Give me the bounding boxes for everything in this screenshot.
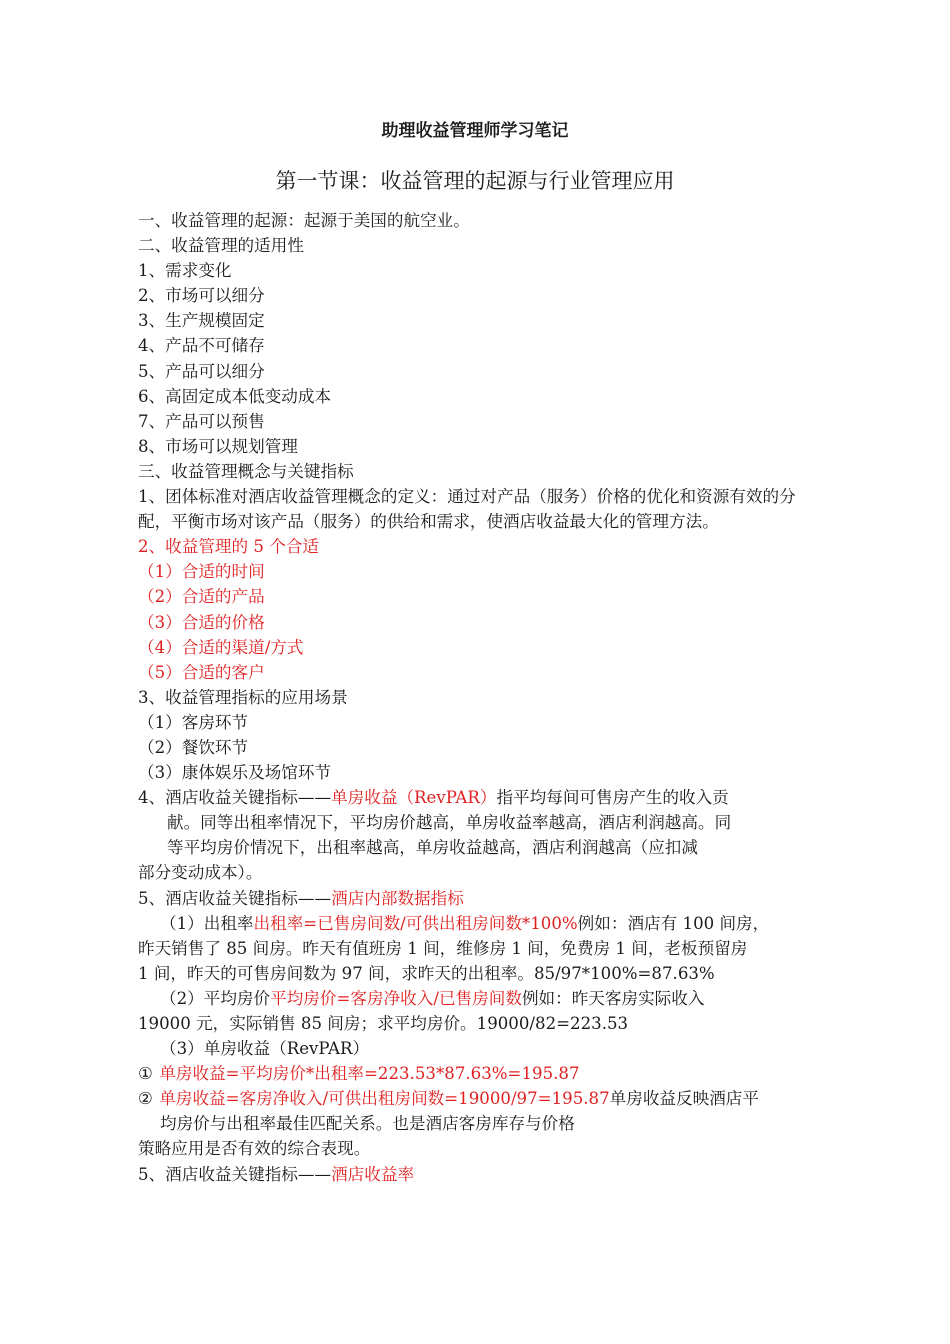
text-span: 例如：昨天客房实际收入 bbox=[521, 988, 705, 1008]
text-span: 5、酒店收益关键指标—— bbox=[138, 888, 332, 908]
text-span: 单房收益反映酒店平 bbox=[609, 1089, 759, 1109]
formula-span: 出租率=已售房间数/可供出租房间数*100% bbox=[253, 913, 578, 933]
text-line: 一、收益管理的起源：起源于美国的航空业。 bbox=[138, 211, 470, 230]
text-span: 例如：酒店有 100 间房， bbox=[577, 913, 770, 933]
text-line: 献。同等出租率情况下，平均房价越高，单房收益率越高，酒店利润越高。同 bbox=[167, 813, 732, 833]
list-item: （1）客房环节 bbox=[138, 712, 249, 732]
list-item: （1）合适的时间 bbox=[138, 562, 265, 582]
text-line: 均房价与出租率最佳匹配关系。也是酒店客房库存与价格 bbox=[160, 1114, 575, 1134]
text-line bbox=[138, 1086, 823, 1111]
text-line bbox=[138, 1061, 823, 1086]
text-line: 3、生产规模固定 bbox=[138, 311, 265, 331]
list-item: （3）合适的价格 bbox=[138, 612, 265, 632]
formula-span: 单房收益=客房净收入/可供出租房间数=19000/97=195.87 bbox=[159, 1089, 610, 1109]
text-line: 部分变动成本）。 bbox=[138, 863, 263, 883]
text-span: （1）出租率 bbox=[160, 913, 254, 933]
list-item: （2）合适的产品 bbox=[138, 587, 265, 607]
text-line-highlight: 2、收益管理的 5 个合适 bbox=[138, 537, 320, 557]
circled-number: ② bbox=[138, 1089, 153, 1109]
text-line: 2、市场可以细分 bbox=[138, 286, 265, 306]
text-line bbox=[138, 1162, 823, 1187]
formula-span: 单房收益=平均房价*出租率=223.53*87.63%=195.87 bbox=[159, 1064, 580, 1084]
definition-paragraph: 1、团体标准对酒店收益管理概念的定义：通过对产品（服务）价格的优化和资源有效的分配，平衡市场对该产品（服务）的供给和需求，使酒店收益最大化的管理方法。 bbox=[138, 487, 796, 532]
text-line bbox=[138, 886, 823, 911]
text-line: 三、收益管理概念与关键指标 bbox=[138, 461, 354, 481]
text-span: 5、酒店收益关键指标—— bbox=[138, 1164, 332, 1184]
document-title: 助理收益管理师学习笔记 bbox=[381, 121, 569, 141]
list-item: （3）康体娱乐及场馆环节 bbox=[138, 763, 332, 783]
list-item: （4）合适的渠道/方式 bbox=[138, 637, 304, 657]
text-line: 5、产品可以细分 bbox=[138, 361, 265, 381]
text-line bbox=[138, 785, 823, 810]
document-body bbox=[138, 208, 823, 1187]
list-item: （5）合适的客户 bbox=[138, 662, 265, 682]
text-line: 4、产品不可储存 bbox=[138, 336, 265, 356]
text-line: 二、收益管理的适用性 bbox=[138, 236, 304, 256]
highlight-span: 单房收益（RevPAR） bbox=[331, 788, 497, 808]
text-span: 4、酒店收益关键指标—— bbox=[138, 788, 332, 808]
list-item: （2）餐饮环节 bbox=[138, 737, 249, 757]
text-line: 等平均房价情况下，出租率越高，单房收益越高，酒店利润越高（应扣减 bbox=[167, 838, 698, 858]
text-line: 策略应用是否有效的综合表现。 bbox=[138, 1139, 371, 1159]
text-line: 1 间，昨天的可售房间数为 97 间，求昨天的出租率。85/97*100%=87.63% bbox=[138, 963, 715, 983]
text-line: 3、收益管理指标的应用场景 bbox=[138, 687, 348, 707]
document-subtitle: 第一节课：收益管理的起源与行业管理应用 bbox=[275, 169, 675, 193]
formula-span: 平均房价=客房净收入/已售房间数 bbox=[270, 988, 522, 1008]
text-line: 6、高固定成本低变动成本 bbox=[138, 386, 332, 406]
text-line: 7、产品可以预售 bbox=[138, 411, 265, 431]
text-line bbox=[138, 911, 823, 936]
text-line: 8、市场可以规划管理 bbox=[138, 436, 298, 456]
text-line bbox=[138, 986, 823, 1011]
text-line: 1、需求变化 bbox=[138, 261, 232, 281]
text-line: 19000 元，实际销售 85 间房；求平均房价。19000/82=223.53 bbox=[138, 1014, 629, 1033]
circled-number: ① bbox=[138, 1064, 153, 1084]
text-line: （3）单房收益（RevPAR） bbox=[160, 1039, 370, 1059]
highlight-span: 酒店收益率 bbox=[331, 1164, 415, 1184]
text-span: 指平均每间可售房产生的收入贡 bbox=[496, 788, 729, 808]
highlight-span: 酒店内部数据指标 bbox=[331, 888, 464, 908]
text-span: （2）平均房价 bbox=[160, 988, 271, 1008]
text-line: 昨天销售了 85 间房。昨天有值班房 1 间，维修房 1 间，免费房 1 间，老板预留房 bbox=[138, 938, 748, 958]
